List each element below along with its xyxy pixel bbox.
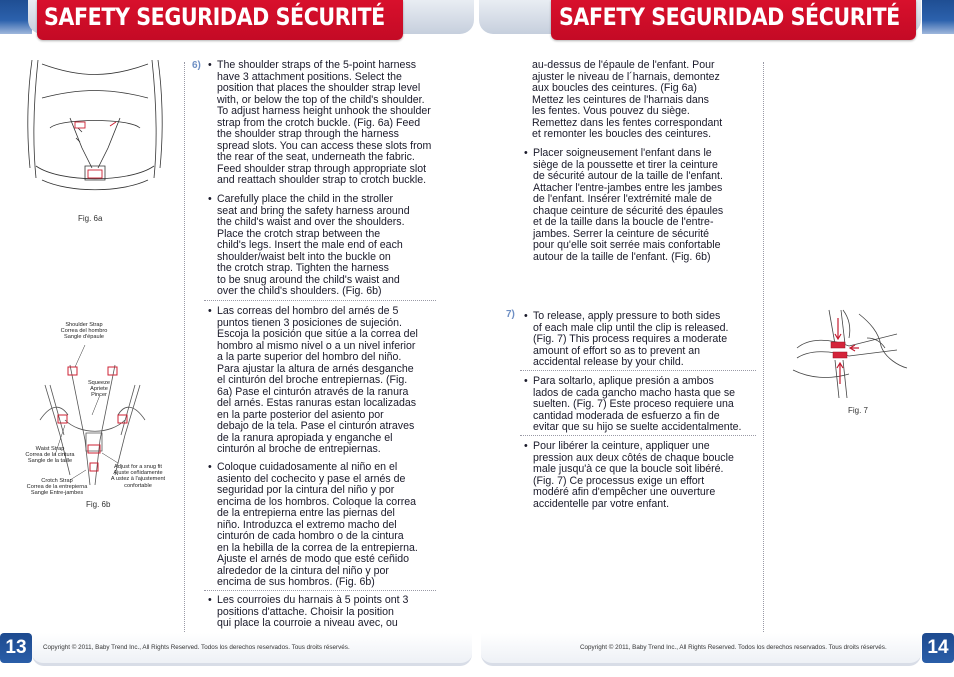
text-line: child's legs. Insert the male end of each: [217, 239, 403, 251]
text-line: aux boucles des ceintures. (Fig 6a): [532, 82, 697, 94]
text-line: Coloque cuidadosamente al niño en el: [217, 461, 398, 473]
waist-strap-fr: Sangle de la taille: [27, 458, 73, 465]
bullet-dot: •: [208, 461, 212, 473]
text-line: the child's waist and over the shoulders.: [217, 216, 405, 228]
squeeze-es: Apriete: [90, 386, 108, 393]
text-line: (Fig. 7) This process requires a moderate: [533, 333, 728, 345]
text-line: qui place la courroie a niveau avec, ou: [217, 617, 398, 629]
crotch-strap-en: Crotch Strap: [41, 478, 73, 484]
text-line: Remettez dans les fentes correspondant: [532, 116, 723, 129]
text-line: spread slots. You can access these slots from: [217, 139, 432, 152]
text-line: chaque ceinture de sécurité des épaules: [533, 204, 724, 217]
waist-strap-label: [20, 446, 80, 465]
text-line: en la hebilla de la correa de la entrepierna.: [217, 541, 418, 554]
bullet-6-es-1: [208, 306, 458, 456]
text-line: cantidad moderada de esfuerzo a fin de: [533, 409, 720, 422]
bullet-6-fr-1-continued: [532, 60, 772, 141]
text-line: Para ajustar la altura de arnés desganche: [217, 362, 414, 375]
text-line: accidentelle par votre enfant.: [533, 497, 670, 510]
fig-7-illustration: [789, 308, 909, 403]
text-line: to be snug around the child's waist and: [217, 273, 400, 286]
adjust-fr: A ustez à l'ajustement: [110, 476, 166, 483]
copyright-text: Copyright © 2011, Baby Trend Inc., All Rights Reserved. Todos los derechos reservados. Tous droits réservés.: [580, 644, 887, 651]
page-number: 14: [922, 633, 954, 663]
adjust-es: Ajuste ceñidamente: [113, 470, 163, 477]
crotch-strap-fr: Sangle Entre-jambes: [30, 490, 84, 497]
page-number: 13: [0, 633, 32, 663]
bullet-6-en-1: [208, 60, 458, 187]
bullet-6-es-2: [208, 462, 458, 589]
bullet-dot: •: [524, 147, 528, 159]
text-line: the shoulder strap through the harness: [217, 128, 399, 140]
header-red-banner: [37, 0, 403, 40]
section-divider: [204, 590, 436, 591]
waist-strap-en: Waist Strap: [35, 446, 65, 452]
text-line: de l'enfant. Insérer l'extrémité male de: [533, 193, 712, 205]
text-line: with, or below the top of the child's shoulder.: [217, 93, 425, 106]
text-line: positions d'attache. Choisir la position: [217, 605, 394, 618]
bullet-7-fr: [524, 441, 774, 510]
text-line: over the child's shoulders. (Fig. 6b): [217, 285, 382, 297]
text-line: of each male clip until the clip is released.: [533, 321, 729, 334]
bullet-6-fr-1: [208, 595, 458, 630]
text-line: 6a) Pase el cinturón através de la ranura: [217, 385, 409, 398]
text-line: Feed shoulder strap through appropriate slot: [217, 162, 427, 175]
squeeze-en: Squeeze: [87, 380, 111, 386]
bullet-dot: •: [208, 59, 212, 71]
text-line: jambes. Serrer la ceinture de sécurité: [533, 227, 710, 240]
bullet-6-fr-2: [524, 148, 774, 263]
section-divider: [520, 370, 756, 371]
text-line: niño. Introduzca el extremo macho del: [217, 518, 397, 531]
text-line: pour qu'elle soit serrée mais confortable: [533, 239, 721, 251]
text-line: Mettez les ceintures de l'harnais dans: [532, 93, 709, 106]
text-line: the crotch strap. Tighten the harness: [217, 262, 389, 274]
text-line: asiento del cochecito y pase el arnés de: [217, 472, 406, 485]
text-line: au-dessus de l'épaule de l'enfant. Pour: [532, 59, 715, 71]
text-line: strap from the crotch buckle. (Fig. 6a) Feed: [217, 116, 421, 129]
text-line: position that places the shoulder strap level: [217, 82, 421, 94]
text-line: encima de los hombros. Coloque la correa: [217, 495, 417, 508]
text-line: Place the crotch strap between the: [217, 227, 381, 240]
text-line: siège de la poussette et tirer la ceinture: [533, 158, 718, 171]
text-line: accidental release by your child.: [533, 356, 684, 368]
bullet-dot: •: [524, 310, 528, 322]
adjust-label: [100, 464, 176, 489]
text-line: To release, apply pressure to both sides: [533, 310, 721, 322]
text-line: puntos tienen 3 posiciones de sujeción.: [217, 316, 402, 329]
bullet-dot: •: [524, 375, 528, 387]
text-line: pression aux deux côtés de chaque boucle: [533, 451, 734, 464]
text-line: autour de la taille de l'enfant. (Fig. 6b): [533, 250, 711, 263]
text-line: Pour libérer la ceinture, appliquer une: [533, 440, 710, 452]
fig-6b-label: Fig. 6b: [86, 500, 111, 509]
text-line: The shoulder straps of the 5-point harness: [217, 59, 417, 71]
text-line: shoulder/waist belt into the buckle on: [217, 250, 391, 263]
shoulder-strap-label: [54, 322, 114, 341]
text-line: modéré afin d'empêcher une ouverture: [533, 486, 716, 498]
text-line: evitar que su hijo se suelte accidentalmente.: [533, 421, 742, 433]
bullet-dot: •: [208, 193, 212, 205]
text-line: cinturón al broche de entrepiernas.: [217, 443, 381, 455]
text-line: de la ranura apropiada y enganche el: [217, 431, 393, 444]
text-line: et de la taille dans la boucle de l'entre-: [533, 216, 714, 228]
text-line: el cinturón del broche entrepiernas. (Fig.: [217, 374, 408, 386]
text-line: hombro al mismo nivel o a un nivel inferior: [217, 339, 416, 352]
text-line: (Fig. 7) Ce processus exige un effort: [533, 474, 705, 487]
step-6-number: 6): [192, 60, 201, 71]
header-tab: [922, 0, 954, 34]
text-line: et remonter les boucles des ceintures.: [532, 128, 712, 140]
adjust-en: Adjust for a snug fit: [114, 464, 162, 470]
text-line: have 3 attachment positions. Select the: [217, 70, 402, 83]
text-line: alrededor de la cintura del niño y por: [217, 564, 389, 577]
squeeze-fr: Pincer: [91, 392, 107, 399]
bullet-7-es: [524, 376, 774, 434]
text-line: Las correas del hombro del arnés de 5: [217, 305, 399, 317]
fig-7-label: Fig. 7: [848, 406, 869, 415]
text-line: debajo de la tela. Pase el cinturón atraves: [217, 420, 415, 432]
fig-6a-illustration: [20, 58, 170, 208]
text-line: en la parte posterior del asiento por: [217, 408, 384, 421]
copyright-text: Copyright © 2011, Baby Trend Inc., All Rights Reserved. Todos los derechos reservados. Tous droits réservés.: [43, 644, 350, 651]
page-title: SAFETY SEGURIDAD SÉCURITÉ: [559, 3, 900, 31]
text-line: Les courroies du harnais à 5 points ont 3: [217, 594, 409, 606]
text-line: male jusqu'à ce que la boucle soit libéré.: [533, 463, 724, 475]
text-line: a la parte superior del hombro del niño.: [217, 351, 402, 363]
section-divider: [520, 435, 756, 436]
text-line: del arnés. Estas ranuras estan localizadas: [217, 397, 417, 409]
text-line: ajuster le niveau de l´harnais, demontez: [532, 70, 720, 83]
text-line: seguridad por la cintura del niño y por: [217, 484, 395, 496]
text-line: Carefully place the child in the stroller: [217, 193, 394, 205]
bullet-7-en: [524, 311, 774, 369]
text-line: cinturón de cada hombro o de la cintura: [217, 530, 404, 542]
page-14: [477, 0, 954, 677]
bullet-dot: •: [524, 440, 528, 452]
adjust-fr-2: confortable: [124, 482, 152, 489]
text-line: de la entrepierna entre las piernas del: [217, 507, 395, 519]
squeeze-label: [79, 380, 119, 399]
text-line: les fentes. Vous pouvez du siège.: [532, 105, 690, 117]
text-line: Ajuste el arnés de modo que esté ceñido: [217, 553, 409, 565]
text-line: and reattach shoulder strap to crotch buckle.: [217, 174, 427, 186]
bullet-dot: •: [208, 594, 212, 606]
text-line: seat and bring the safety harness around: [217, 204, 410, 217]
shoulder-strap-en: Shoulder Strap: [65, 322, 103, 328]
text-line: lados de cada gancho macho hasta que se: [533, 386, 736, 399]
text-line: suelten. (Fig. 7) Este proceso requiere una: [533, 398, 734, 410]
text-line: Placer soigneusement l'enfant dans le: [533, 147, 712, 159]
shoulder-strap-es: Correa del hombro: [60, 328, 108, 335]
text-line: Para soltarlo, aplique presión a ambos: [533, 375, 714, 387]
text-line: amount of effort so as to prevent an: [533, 344, 701, 357]
column-divider: [184, 62, 185, 634]
text-line: Escoja la posición que sitúe a la correa del: [217, 328, 418, 340]
bullet-6-en-2: [208, 194, 458, 298]
fig-6a-label: Fig. 6a: [78, 214, 103, 223]
column-divider: [763, 62, 764, 634]
section-divider: [204, 300, 436, 301]
step-7-number: 7): [506, 309, 515, 320]
bullet-dot: •: [208, 305, 212, 317]
crotch-strap-label: [20, 478, 94, 497]
header-red-banner: [551, 0, 916, 40]
page-title: SAFETY SEGURIDAD SÉCURITÉ: [44, 3, 385, 31]
text-line: Attacher l'entre-jambes entre les jambes: [533, 181, 723, 194]
text-line: de sécurité autour de la taille de l'enfant.: [533, 170, 723, 182]
crotch-strap-es: Correa de la entrepierna: [26, 484, 88, 491]
shoulder-strap-fr: Sangle d'épaule: [64, 334, 104, 341]
waist-strap-es: Correa de la cintura: [25, 452, 75, 459]
text-line: the rear of the seat, underneath the fabric.: [217, 151, 415, 163]
text-line: encima de sus hombros. (Fig. 6b): [217, 576, 375, 588]
text-line: To adjust harness height unhook the shoulder: [217, 105, 431, 117]
